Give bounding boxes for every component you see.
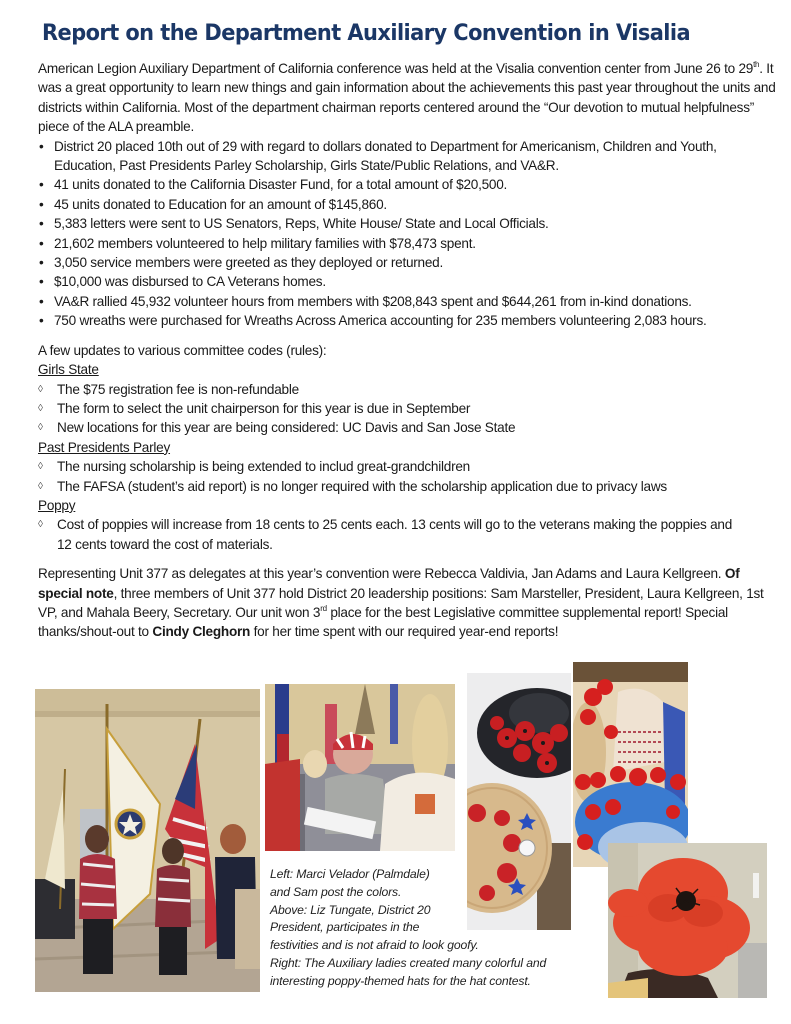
diamond-bullet-icon: ◊	[38, 402, 43, 414]
closing-paragraph: Representing Unit 377 as delegates at this year’s convention were Rebecca Valdivia, Jan Adams and Laura Kellgreen. Of special note, three members of Unit 377 hold District 20 leadership positions: Sam Marsteller, President, Laura Kellgreen, 1st VP, and Mahala Beery, Secretary. Our unit won 3rd place for the best Legislative committee supplemental report! Special thanks/shout-out to Cindy Cleghorn for her time spent with our required year-end reports!	[38, 566, 764, 640]
bullet-icon: •	[39, 196, 44, 212]
list-item: • $10,000 was disbursed to CA Veterans homes.	[38, 272, 778, 291]
bullet-icon: •	[39, 255, 44, 271]
diamond-bullet-icon: ◊	[38, 519, 43, 531]
diamond-bullet-icon: ◊	[38, 461, 43, 473]
bullet-icon: •	[39, 216, 44, 232]
list-item: ◊ The nursing scholarship is being extended to includ great-grandchildren	[38, 457, 778, 476]
color-guard-image	[35, 689, 260, 992]
list-item: • 45 units donated to Education for an amount of $145,860.	[38, 195, 778, 214]
past-presidents-parley-list	[38, 457, 778, 496]
bullet-icon: •	[39, 138, 44, 154]
list-item: • 3,050 service members were greeted as they deployed or returned.	[38, 253, 778, 272]
intro-paragraph: American Legion Auxiliary Department of California conference was held at the Visalia convention center from June 26 to 29th. It was a great opportunity to learn new things and gain information about the achievements this past year throughout the units and districts within California. Most of the department chairman reports centered around the “Our devotion to mutual helpfulness” piece of the ALA preamble.	[38, 60, 776, 135]
list-item: ◊ The $75 registration fee is non-refundable	[38, 380, 778, 399]
list-item: ◊ The form to select the unit chairperson for this year is due in September	[38, 399, 778, 418]
diamond-bullet-icon: ◊	[38, 422, 43, 434]
big-poppy-image	[608, 843, 767, 998]
list-item: ◊ Cost of poppies will increase from 18 cents to 25 cents each. 13 cents will go to the veterans making the poppies and 12 cents toward the cost of materials.	[38, 517, 733, 552]
caption-line: President, participates in the	[270, 920, 420, 935]
page-title: Report on the Department Auxiliary Convention in Visalia	[42, 20, 691, 46]
bullet-icon: •	[39, 293, 44, 309]
committee-heading-past-presidents-parley: Past Presidents Parley	[38, 439, 171, 455]
caption-line: Above: Liz Tungate, District 20	[270, 902, 431, 917]
convention-crowd-image	[265, 684, 455, 851]
poppy-list	[38, 515, 778, 554]
committee-heading-poppy: Poppy	[38, 497, 76, 513]
diamond-bullet-icon: ◊	[38, 383, 43, 395]
photo-caption	[270, 866, 546, 991]
committee-heading-girls-state: Girls State	[38, 362, 99, 378]
caption-line: Left: Marci Velador (Palmdale)	[270, 867, 430, 881]
photo-liz-tungate	[265, 684, 455, 851]
list-item: • 750 wreaths were purchased for Wreaths Across America accounting for 235 members volunteering 2,083 hours.	[38, 311, 778, 330]
photo-color-guard	[35, 689, 260, 992]
bullet-icon: •	[39, 235, 44, 251]
bullet-icon: •	[39, 313, 44, 329]
list-item: ◊ The FAFSA (student’s aid report) is no longer required with the scholarship application due to privacy laws	[38, 477, 778, 496]
diamond-bullet-icon: ◊	[38, 480, 43, 492]
caption-line: and Sam post the colors.	[270, 884, 402, 899]
caption-line: interesting poppy-themed hats for the hat contest.	[270, 973, 531, 988]
list-item: • District 20 placed 10th out of 29 with regard to dollars donated to Department for Americanism, Children and Youth, Education, Past Presidents Parley Scholarship, Girls State/Public Relations, and VA&R.	[39, 138, 717, 174]
updates-intro: A few updates to various committee codes (rules):	[38, 342, 327, 358]
list-item: • 21,602 members volunteered to help military families with $78,473 spent.	[38, 234, 778, 253]
article-body	[38, 59, 778, 642]
list-item: • VA&R rallied 45,932 volunteer hours from members with $208,843 spent and $644,261 from in-kind donations.	[38, 292, 778, 311]
dress-hat-image	[573, 662, 688, 867]
photo-big-poppy-hat	[608, 843, 767, 998]
list-item: ◊ New locations for this year are being considered: UC Davis and San Jose State	[38, 418, 778, 437]
photo-poppy-dress-hat	[573, 662, 688, 867]
caption-line: festivities and is not afraid to look goofy.	[270, 938, 479, 953]
caption-line: Right: The Auxiliary ladies created many colorful and	[270, 955, 547, 970]
bullet-icon: •	[39, 274, 44, 290]
list-item: • 41 units donated to the California Disaster Fund, for a total amount of $20,500.	[38, 175, 778, 194]
girls-state-list	[38, 380, 778, 438]
bullet-icon: •	[39, 177, 44, 193]
list-item: • 5,383 letters were sent to US Senators, Reps, White House/ State and Local Officials.	[38, 214, 778, 233]
achievements-list	[38, 137, 778, 331]
